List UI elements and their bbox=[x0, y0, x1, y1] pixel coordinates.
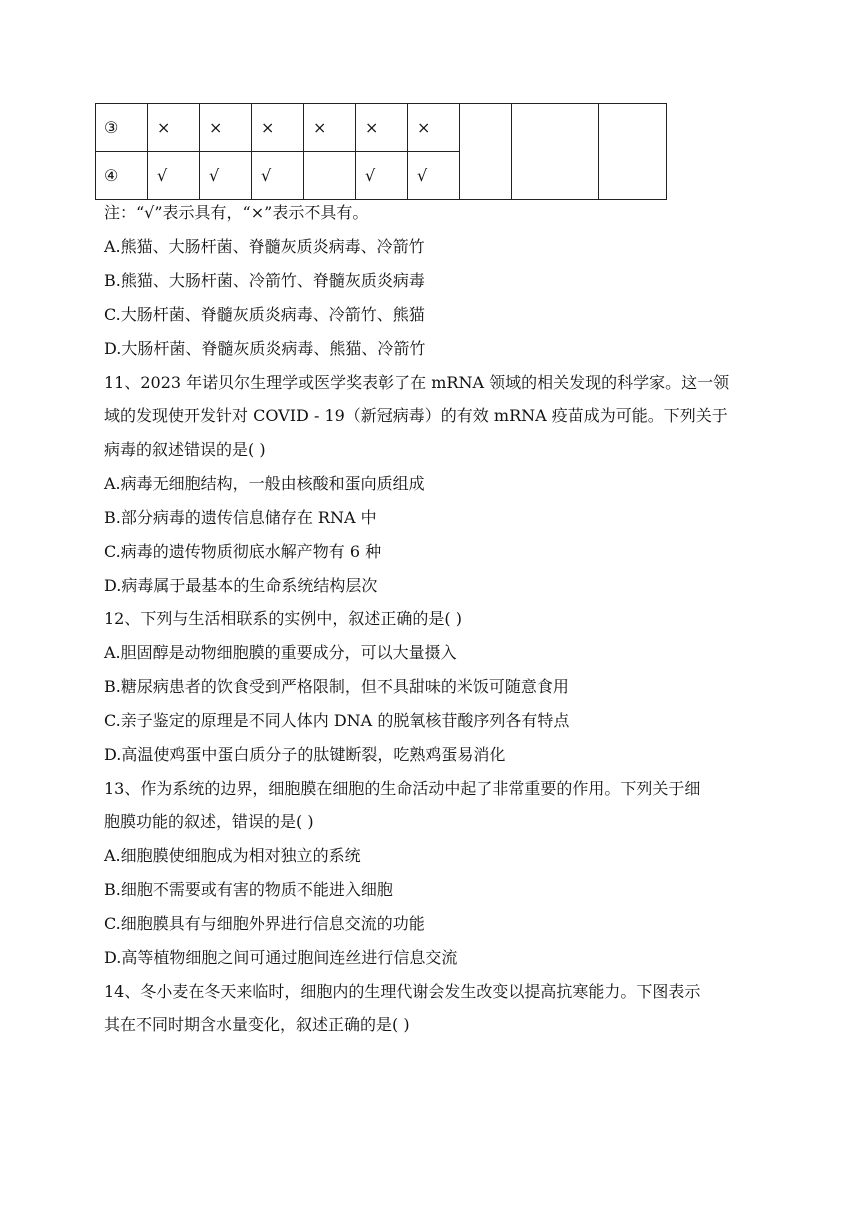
table-cell: √ bbox=[356, 152, 408, 200]
q11-stem-line-3: 病毒的叙述错误的是( ) bbox=[104, 440, 266, 459]
q10-option-a: A.熊猫、大肠杆菌、脊髓灰质炎病毒、冷箭竹 bbox=[104, 237, 425, 256]
q10-option-d: D.大肠杆菌、脊髓灰质炎病毒、熊猫、冷箭竹 bbox=[104, 339, 426, 358]
table-note: 注：“√”表示具有，“×”表示不具有。 bbox=[104, 203, 369, 222]
q11-stem-line-1: 11、2023 年诺贝尔生理学或医学奖表彰了在 mRNA 领域的相关发现的科学家。这一领 bbox=[104, 373, 730, 392]
table-cell: √ bbox=[200, 152, 252, 200]
q10-option-c: C.大肠杆菌、脊髓灰质炎病毒、冷箭竹、熊猫 bbox=[104, 305, 425, 324]
table-cell: × bbox=[200, 104, 252, 152]
row-label: ③ bbox=[96, 104, 148, 152]
table-cell: √ bbox=[252, 152, 304, 200]
q11-option-d: D.病毒属于最基本的生命系统结构层次 bbox=[104, 576, 378, 595]
table-cell: × bbox=[304, 104, 356, 152]
q11-option-c: C.病毒的遗传物质彻底水解产物有 6 种 bbox=[104, 542, 382, 561]
organism-feature-table bbox=[95, 103, 667, 200]
q13-option-a: A.细胞膜使细胞成为相对独立的系统 bbox=[104, 846, 361, 865]
q14-stem-line-2: 其在不同时期含水量变化，叙述正确的是( ) bbox=[104, 1015, 410, 1034]
q10-option-b: B.熊猫、大肠杆菌、冷箭竹、脊髓灰质炎病毒 bbox=[104, 271, 425, 290]
q12-option-b: B.糖尿病患者的饮食受到严格限制，但不具甜味的米饭可随意食用 bbox=[104, 677, 569, 696]
q13-stem-line-2: 胞膜功能的叙述，错误的是( ) bbox=[104, 812, 314, 831]
q11-option-a: A.病毒无细胞结构，一般由核酸和蛋向质组成 bbox=[104, 474, 425, 493]
q11-option-b: B.部分病毒的遗传信息储存在 RNA 中 bbox=[104, 508, 377, 527]
q12-option-d: D.高温使鸡蛋中蛋白质分子的肽键断裂，吃熟鸡蛋易消化 bbox=[104, 745, 506, 764]
q13-option-d: D.高等植物细胞之间可通过胞间连丝进行信息交流 bbox=[104, 948, 458, 967]
row-label: ④ bbox=[96, 152, 148, 200]
table-cell: × bbox=[148, 104, 200, 152]
q14-stem-line-1: 14、冬小麦在冬天来临时，细胞内的生理代谢会发生改变以提高抗寒能力。下图表示 bbox=[104, 982, 701, 1001]
q13-option-c: C.细胞膜具有与细胞外界进行信息交流的功能 bbox=[104, 914, 425, 933]
q11-stem-line-2: 域的发现使开发针对 COVID - 19（新冠病毒）的有效 mRNA 疫苗成为可能。下列关于 bbox=[104, 406, 728, 425]
q12-option-a: A.胆固醇是动物细胞膜的重要成分，可以大量摄入 bbox=[104, 643, 457, 662]
table-cell: √ bbox=[408, 152, 460, 200]
table-cell: × bbox=[408, 104, 460, 152]
table-cell bbox=[460, 104, 512, 200]
table-cell bbox=[599, 104, 667, 200]
table-cell bbox=[304, 152, 356, 200]
table-cell bbox=[512, 104, 599, 200]
q12-option-c: C.亲子鉴定的原理是不同人体内 DNA 的脱氧核苷酸序列各有特点 bbox=[104, 711, 570, 730]
table-cell: × bbox=[356, 104, 408, 152]
q13-stem-line-1: 13、作为系统的边界，细胞膜在细胞的生命活动中起了非常重要的作用。下列关于细 bbox=[104, 779, 701, 798]
table-cell: √ bbox=[148, 152, 200, 200]
table-row bbox=[96, 104, 667, 152]
q13-option-b: B.细胞不需要或有害的物质不能进入细胞 bbox=[104, 880, 393, 899]
q12-stem: 12、下列与生活相联系的实例中，叙述正确的是( ) bbox=[104, 609, 462, 628]
table-cell: × bbox=[252, 104, 304, 152]
